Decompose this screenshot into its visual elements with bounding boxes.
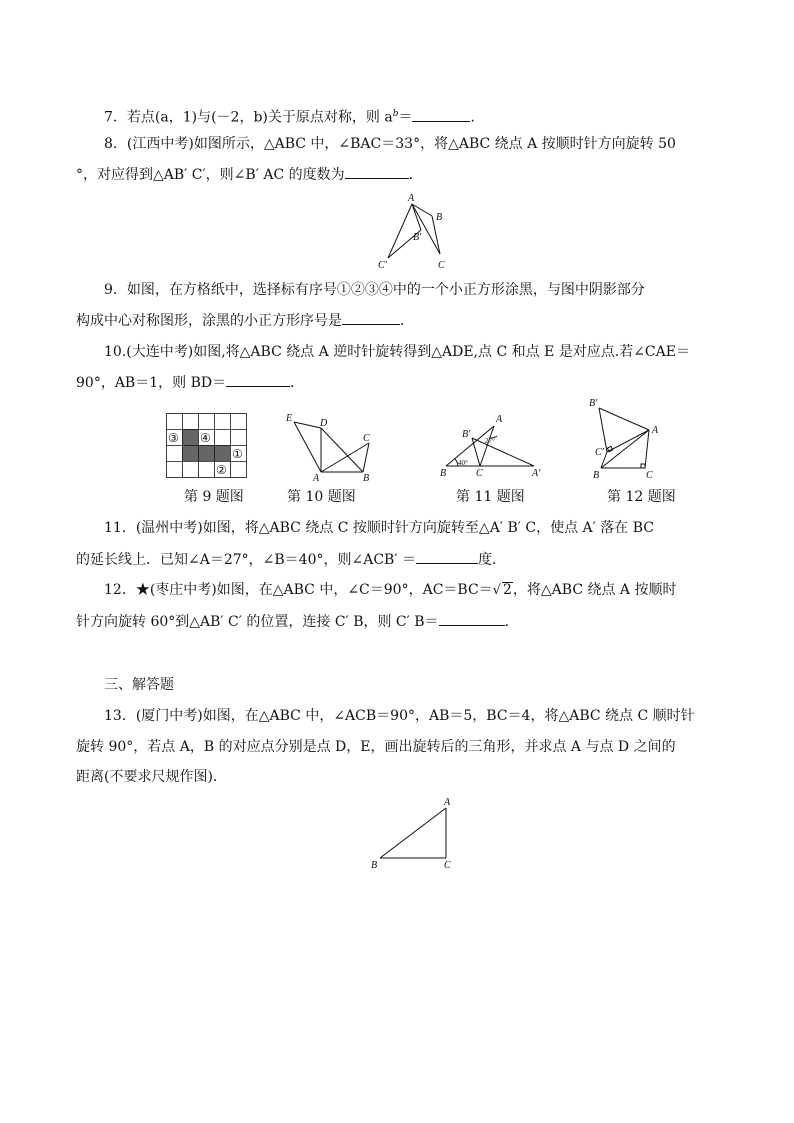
q7-end: ． xyxy=(470,109,485,126)
q11-line-1: 11．(温州中考)如图，将△ABC 绕点 C 按顺时针方向旋转至△A′ B′ C，使点 A′ 落在 BC xyxy=(104,520,654,536)
q12-line-1a: 12．★(枣庄中考)如图，在△ABC 中，∠C＝90°，AC＝BC＝ xyxy=(104,582,493,598)
q10-end: ． xyxy=(290,375,305,391)
q13-line-3: 距离(不要求尺规作图)． xyxy=(76,769,227,785)
q9-grid-lines xyxy=(167,414,247,478)
q12-label-b: B xyxy=(593,470,600,481)
q11-line-2 xyxy=(76,549,506,570)
q12-answer-blank xyxy=(439,611,505,626)
q13-figure xyxy=(368,796,460,876)
q13-label-b: B xyxy=(371,860,378,871)
q8-answer-blank xyxy=(345,164,409,179)
q13-edge-a-b xyxy=(380,808,446,858)
q12-edge-b-prime-c-prime xyxy=(599,408,607,452)
q7-text: 7．若点(a，1)与(－2，b)关于原点对称，则 a xyxy=(104,109,393,126)
q11-angle-27: 27° xyxy=(485,437,495,445)
q12-figure xyxy=(585,396,675,484)
q11-label-b-prime: B′ xyxy=(462,429,471,440)
q8-label-a: A xyxy=(408,193,415,204)
q13-label-c: C xyxy=(444,860,451,871)
q10-edge-e-a xyxy=(294,422,321,472)
q10-edge-c-b xyxy=(363,443,369,472)
q8-line-1: 8．(江西中考)如图所示，△ABC 中，∠BAC＝33°，将△ABC 绕点 A 按顺时针方向旋转 50 xyxy=(104,136,676,152)
q8-label-b: B xyxy=(436,212,443,223)
q13-line-2: 旋转 90°，若点 A，B 的对应点分别是点 D，E，画出旋转后的三角形，并求点 A 与点 D 之间的 xyxy=(76,739,676,755)
q9-cell-1: ① xyxy=(232,447,243,461)
q11-figure xyxy=(436,410,546,482)
q7-equals: ＝ xyxy=(398,109,413,126)
q10-edge-a-c xyxy=(321,443,369,472)
q9-cell-2: ② xyxy=(216,463,227,477)
q12-line-1: 12．★(枣庄中考)如图，在△ABC 中，∠C＝90°，AC＝BC＝√ 2，将△ABC 绕点 A 按顺时 xyxy=(104,582,677,598)
q11-angle-40: 40° xyxy=(458,459,468,467)
q7-answer-blank xyxy=(412,107,470,122)
q9-shaded-cell xyxy=(182,429,198,445)
q12-line-1b: ，将△ABC 绕点 A 按顺时 xyxy=(512,582,677,598)
q12-end: ． xyxy=(504,614,519,630)
q13-line-1: 13．(厦门中考)如图，在△ABC 中，∠ACB＝90°，AB＝5，BC＝4，将△ABC 绕点 C 顺时针 xyxy=(104,708,695,724)
q8-edge-a-c1 xyxy=(388,204,412,258)
q11-label-c: C xyxy=(476,468,483,479)
q13-label-a: A xyxy=(444,797,451,808)
q12-edge-c-a xyxy=(645,430,649,468)
q9-line-1: 9．如图，在方格纸中，选择标有序号①②③④中的一个小正方形涂黑，与图中阴影部分 xyxy=(104,282,645,298)
q12-line-2-text: 针方向旋转 60°到△AB′ C′ 的位置，连接 C′ B，则 C′ B＝ xyxy=(76,614,439,630)
q12-edge-c-prime-a xyxy=(607,430,649,452)
q8-label-c-prime: C′ xyxy=(378,260,387,271)
section-heading-3: 三、解答题 xyxy=(104,677,174,693)
q11-label-a-prime: A′ xyxy=(532,468,541,479)
caption-figure-12: 第 12 题图 xyxy=(607,489,676,505)
q11-label-a: A xyxy=(496,414,503,425)
q9-grid-figure xyxy=(166,413,248,479)
q9-end: ． xyxy=(400,313,414,329)
q10-label-e: E xyxy=(286,413,293,424)
q10-line-1: 10.(大连中考)如图,将△ABC 绕点 A 逆时针旋转得到△ADE,点 C 和点 E 是对应点.若∠CAE＝ xyxy=(104,344,690,360)
q10-edge-e-d xyxy=(294,422,321,428)
q9-cell-4: ④ xyxy=(200,431,211,445)
q11-answer-blank xyxy=(416,549,478,564)
q8-line-2 xyxy=(76,164,423,185)
q10-line-2 xyxy=(76,372,304,393)
caption-figure-10: 第 10 题图 xyxy=(287,489,356,505)
q9-shaded-cell xyxy=(214,445,230,461)
q10-label-d: D xyxy=(320,418,328,429)
q10-answer-blank xyxy=(226,372,290,387)
q8-end: ． xyxy=(408,167,423,183)
q10-label-a: A xyxy=(313,473,320,484)
q10-label-c: C xyxy=(363,433,370,444)
q12-sqrt-value: 2 xyxy=(502,582,512,598)
q12-label-b-prime: B′ xyxy=(589,398,598,409)
q11-label-b: B xyxy=(440,468,447,479)
q12-label-a: A xyxy=(652,425,659,436)
q9-line-2-text: 构成中心对称图形，涂黑的小正方形序号是 xyxy=(76,313,342,329)
q9-answer-blank xyxy=(342,310,400,325)
q7-exponent: b xyxy=(392,109,399,119)
q9-shaded-cell xyxy=(198,445,214,461)
q9-line-2 xyxy=(76,310,414,331)
q9-shaded-cell xyxy=(182,445,198,461)
q8-label-c: C xyxy=(438,260,445,271)
q12-line-2 xyxy=(76,611,519,632)
q10-label-b: B xyxy=(363,473,370,484)
q11-line-2-text: 的延长线上．已知∠A＝27°，∠B＝40°，则∠ACB′ ＝ xyxy=(76,552,416,568)
q8-line-2-text: °，对应得到△AB′ C′，则∠B′ AC 的度数为 xyxy=(76,167,345,183)
question-7 xyxy=(104,104,484,128)
q8-label-b-prime: B′ xyxy=(413,232,422,243)
q8-figure xyxy=(370,190,470,272)
caption-figure-11: 第 11 题图 xyxy=(456,489,525,505)
q9-cell-3: ③ xyxy=(168,431,179,445)
q12-right-angle-c xyxy=(641,464,645,468)
q12-label-c-prime: C′ xyxy=(595,447,604,458)
q11-end: 度． xyxy=(477,552,506,568)
q11-edge-b-prime-c xyxy=(472,438,480,466)
caption-figure-9: 第 9 题图 xyxy=(184,489,244,505)
q10-line-2-text: 90°，AB＝1，则 BD＝ xyxy=(76,375,227,391)
q12-edge-b-prime-a xyxy=(599,408,649,430)
q10-figure xyxy=(283,410,378,484)
q12-label-c: C xyxy=(646,470,653,481)
